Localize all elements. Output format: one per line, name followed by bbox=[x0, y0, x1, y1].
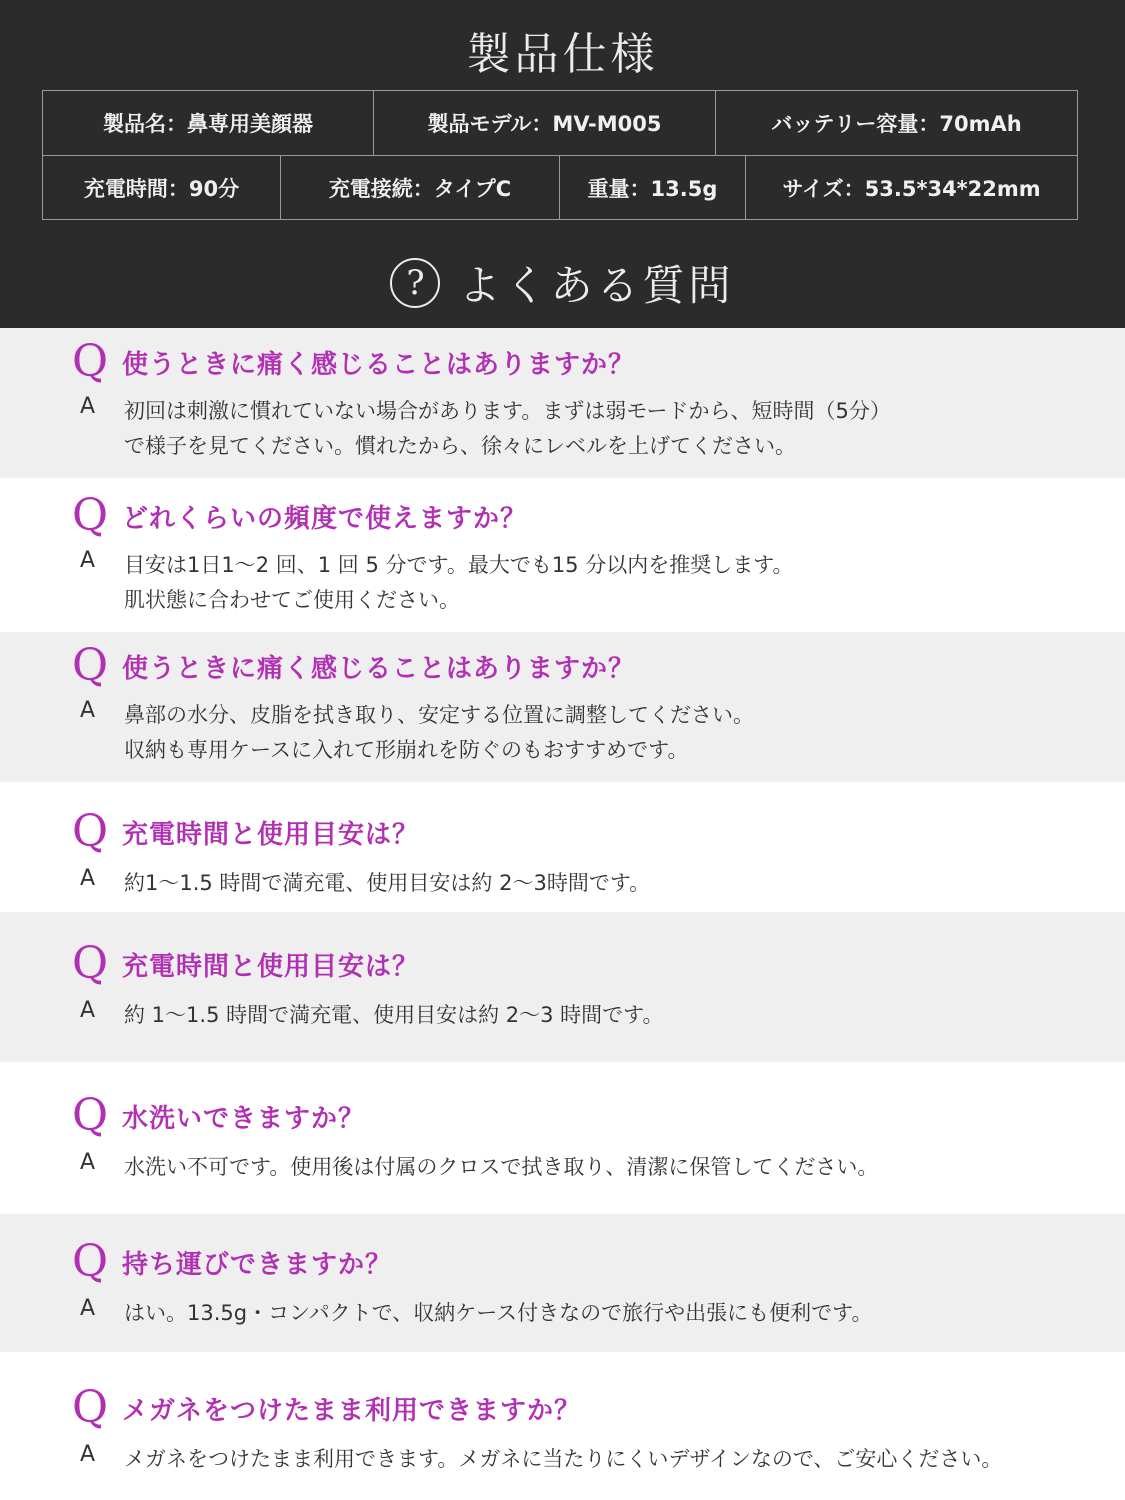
spec-title: 製品仕様 bbox=[466, 29, 659, 80]
spec-cell-battery: バッテリー容量：70mAh bbox=[771, 112, 1022, 136]
a-mark: A bbox=[80, 998, 96, 1023]
faq-item bbox=[0, 480, 1125, 630]
question-text: メガネをつけたまま利用できますか？ bbox=[122, 1395, 582, 1426]
question-text: 使うときに痛く感じることはありますか？ bbox=[122, 653, 636, 684]
q-mark: Q bbox=[72, 490, 109, 541]
answer-text: はい。13.5g・コンパクトで、収納ケース付きなので旅行や出張にも便利です。 bbox=[124, 1301, 873, 1325]
q-mark: Q bbox=[72, 336, 109, 387]
spec-cell-model: 製品モデル：MV-M005 bbox=[374, 91, 716, 155]
question-text: どれくらいの頻度で使えますか？ bbox=[122, 503, 528, 534]
answer-row bbox=[80, 698, 754, 768]
answer-row bbox=[80, 548, 794, 618]
question-text: 充電時間と使用目安は？ bbox=[122, 819, 420, 850]
answer-row bbox=[80, 394, 891, 464]
faq-item bbox=[0, 1064, 1125, 1214]
q-mark: Q bbox=[72, 1382, 109, 1433]
question-row bbox=[72, 1090, 366, 1141]
answer-text: メガネをつけたまま利用できます。メガネに当たりにくいデザインなので、ご安心ください。 bbox=[124, 1447, 1003, 1471]
a-mark: A bbox=[80, 698, 96, 723]
spec-table bbox=[42, 90, 1078, 220]
answer-text: 約1～1.5 時間で満充電、使用目安は約 2～3時間です。 bbox=[124, 871, 651, 895]
answer-row bbox=[80, 998, 664, 1033]
dark-header bbox=[0, 0, 1125, 328]
faq-item bbox=[0, 912, 1125, 1062]
question-text: 使うときに痛く感じることはありますか？ bbox=[122, 349, 636, 380]
answer-row bbox=[80, 1296, 872, 1331]
question-row bbox=[72, 1236, 393, 1287]
spec-row bbox=[43, 156, 1077, 220]
question-row bbox=[72, 336, 636, 387]
faq-item bbox=[0, 328, 1125, 478]
faq-title: よくある質問 bbox=[458, 261, 735, 310]
answer-row bbox=[80, 1442, 1002, 1477]
spec-cell-charge-port: 充電接続：タイプC bbox=[281, 156, 560, 220]
spec-row bbox=[43, 91, 1077, 156]
q-mark: Q bbox=[72, 806, 109, 857]
q-mark: Q bbox=[72, 1236, 109, 1287]
answer-row bbox=[80, 1150, 878, 1185]
question-circle-icon: ? bbox=[390, 258, 440, 308]
spec-cell-weight: 重量：13.5g bbox=[560, 156, 746, 220]
a-mark: A bbox=[80, 1442, 96, 1467]
a-mark: A bbox=[80, 866, 96, 891]
answer-text: 水洗い不可です。使用後は付属のクロスで拭き取り、清潔に保管してください。 bbox=[124, 1155, 879, 1179]
a-mark: A bbox=[80, 1296, 96, 1321]
faq-heading bbox=[0, 252, 1125, 314]
a-mark: A bbox=[80, 548, 96, 573]
question-row bbox=[72, 490, 528, 541]
answer-text: 約 1～1.5 時間で満充電、使用目安は約 2～3 時間です。 bbox=[124, 1003, 664, 1027]
faq-item bbox=[0, 632, 1125, 782]
spec-cell-product-name: 製品名：鼻専用美顔器 bbox=[43, 91, 374, 155]
a-mark: A bbox=[80, 394, 96, 419]
q-mark: Q bbox=[72, 640, 109, 691]
spec-cell-size: サイズ：53.5*34*22mm bbox=[782, 177, 1041, 201]
faq-item bbox=[0, 1360, 1125, 1500]
question-text: 持ち運びできますか？ bbox=[122, 1249, 393, 1280]
faq-item bbox=[0, 1214, 1125, 1352]
answer-row bbox=[80, 866, 650, 901]
question-text: 充電時間と使用目安は？ bbox=[122, 951, 420, 982]
spec-cell-charge-time: 充電時間：90分 bbox=[43, 156, 281, 220]
faq-item bbox=[0, 784, 1125, 912]
question-text: 水洗いできますか？ bbox=[122, 1103, 366, 1134]
q-mark: Q bbox=[72, 1090, 109, 1141]
answer-text: 鼻部の水分、皮脂を拭き取り、安定する位置に調整してください。 収納も専用ケースに入れて形崩れを防ぐのもおすすめです。 bbox=[124, 703, 754, 762]
answer-text: 目安は1日1～2 回、1 回 5 分です。最大でも15 分以内を推奨します。 肌状態に合わせてご使用ください。 bbox=[124, 553, 794, 612]
q-mark: Q bbox=[72, 938, 109, 989]
question-row bbox=[72, 1382, 582, 1433]
answer-text: 初回は刺激に慣れていない場合があります。まずは弱モードから、短時間（5分） で様子を見てください。慣れたから、徐々にレベルを上げてください。 bbox=[124, 399, 891, 458]
question-row bbox=[72, 640, 636, 691]
question-row bbox=[72, 938, 420, 989]
a-mark: A bbox=[80, 1150, 96, 1175]
question-row bbox=[72, 806, 420, 857]
